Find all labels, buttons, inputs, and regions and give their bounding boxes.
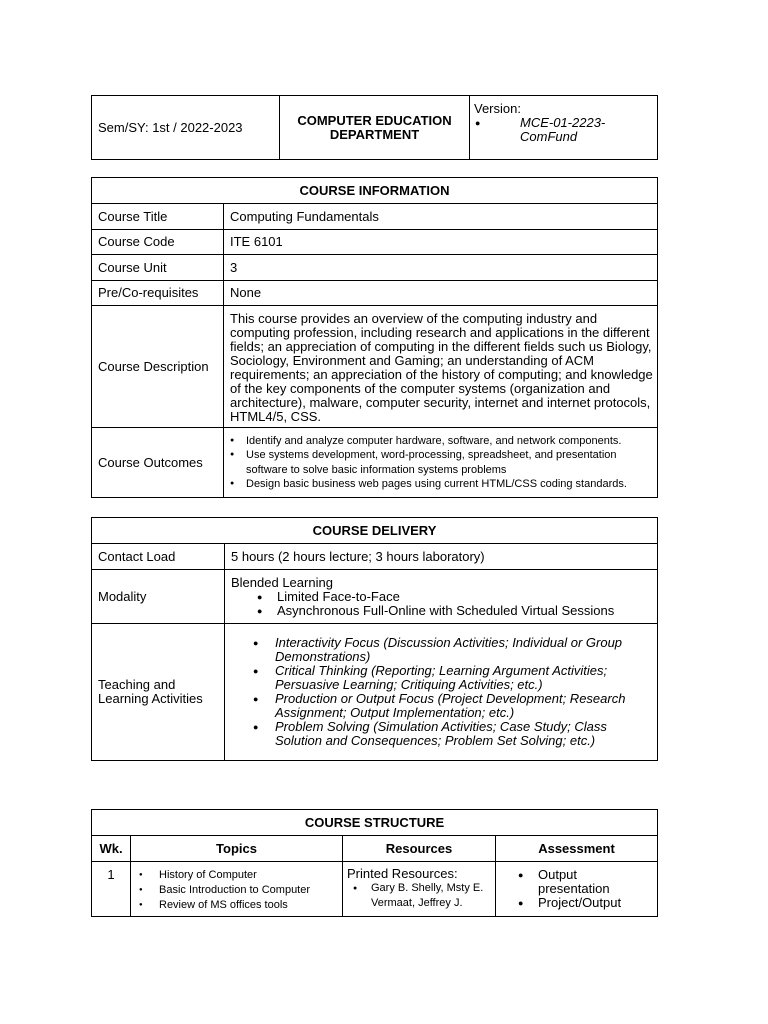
- course-description-value: This course provides an overview of the computing industry and computing profession, including research and applications in the different fields; an appreciation of computing in the different fields such us Biology, Sociology, Environment and Gaming; an understanding of ACM requirements; an appreciation of the history of computing; and knowledge of the key components of the computer systems (organization and architecture), malware, computer security, internet and internet protocols, HTML4/5, CSS.: [224, 306, 658, 428]
- tla-item: ● Problem Solving (Simulation Activities; Case Study; Class Solution and Consequences; Problem Set Solving; etc.): [225, 720, 639, 748]
- modality-cell: [225, 570, 658, 624]
- course-information-table: [91, 177, 658, 498]
- course-outcomes-cell: [224, 428, 658, 498]
- tla-cell: [225, 624, 658, 761]
- wk-value: 1: [92, 862, 131, 917]
- prereq-label: Pre/Co-requisites: [92, 281, 224, 306]
- resources-cell: [343, 862, 496, 917]
- course-structure-table: [91, 809, 658, 917]
- tla-item: ● Production or Output Focus (Project Development; Research Assignment; Output Implementation; etc.): [225, 692, 639, 720]
- version-value: ● MCE-01-2223-ComFund: [470, 116, 657, 144]
- course-description-label: Course Description: [92, 306, 224, 428]
- col-resources: Resources: [343, 836, 496, 862]
- assessment-item: ● Project/Output: [496, 896, 627, 910]
- assessment-item: ● Output presentation: [496, 868, 627, 896]
- topic-item: ● Basic Introduction to Computer: [131, 883, 342, 898]
- resource-item: ● Gary B. Shelly, Msty E. Vermaat, Jeffrey J.: [347, 881, 489, 911]
- course-title-value: Computing Fundamentals: [224, 204, 658, 230]
- course-unit-value: 3: [224, 255, 658, 281]
- course-delivery-table: [91, 517, 658, 761]
- outcome-item: ● Identify and analyze computer hardware, software, and network components.: [224, 434, 657, 449]
- modality-heading: Blended Learning: [231, 574, 333, 590]
- version-label: Version:: [474, 101, 521, 116]
- course-outcomes-label: Course Outcomes: [92, 428, 224, 498]
- course-structure-title: COURSE STRUCTURE: [92, 810, 658, 836]
- outcome-item: ● Design basic business web pages using current HTML/CSS coding standards.: [224, 477, 657, 492]
- sem-sy: Sem/SY: 1st / 2022-2023: [92, 96, 280, 160]
- course-delivery-title: COURSE DELIVERY: [92, 518, 658, 544]
- course-information-title: COURSE INFORMATION: [92, 178, 658, 204]
- modality-item: ● Limited Face-to-Face: [231, 590, 653, 604]
- topic-item: ● Review of MS offices tools: [131, 898, 342, 913]
- col-wk: Wk.: [92, 836, 131, 862]
- assessment-cell: [496, 862, 658, 917]
- tla-item: ● Interactivity Focus (Discussion Activities; Individual or Group Demonstrations): [225, 636, 639, 664]
- header-table: [91, 95, 658, 160]
- tla-item: ● Critical Thinking (Reporting; Learning Argument Activities; Persuasive Learning; Critiquing Activities; etc.): [225, 664, 639, 692]
- col-topics: Topics: [131, 836, 343, 862]
- outcome-item: ● Use systems development, word-processing, spreadsheet, and presentation software to solve basic information systems problems: [224, 448, 657, 477]
- prereq-value: None: [224, 281, 658, 306]
- table-row: [92, 862, 658, 917]
- course-code-label: Course Code: [92, 230, 224, 255]
- col-assessment: Assessment: [496, 836, 658, 862]
- contact-load-label: Contact Load: [92, 544, 225, 570]
- topics-cell: [131, 862, 343, 917]
- contact-load-value: 5 hours (2 hours lecture; 3 hours laboratory): [225, 544, 658, 570]
- modality-label: Modality: [92, 570, 225, 624]
- course-code-value: ITE 6101: [224, 230, 658, 255]
- department-name: COMPUTER EDUCATION DEPARTMENT: [280, 96, 470, 160]
- course-unit-label: Course Unit: [92, 255, 224, 281]
- modality-item: ● Asynchronous Full-Online with Scheduled Virtual Sessions: [231, 604, 653, 618]
- tla-label: Teaching and Learning Activities: [92, 624, 225, 761]
- topic-item: ● History of Computer: [131, 868, 342, 883]
- version-cell: [470, 96, 658, 160]
- course-title-label: Course Title: [92, 204, 224, 230]
- resources-heading: Printed Resources:: [347, 866, 458, 881]
